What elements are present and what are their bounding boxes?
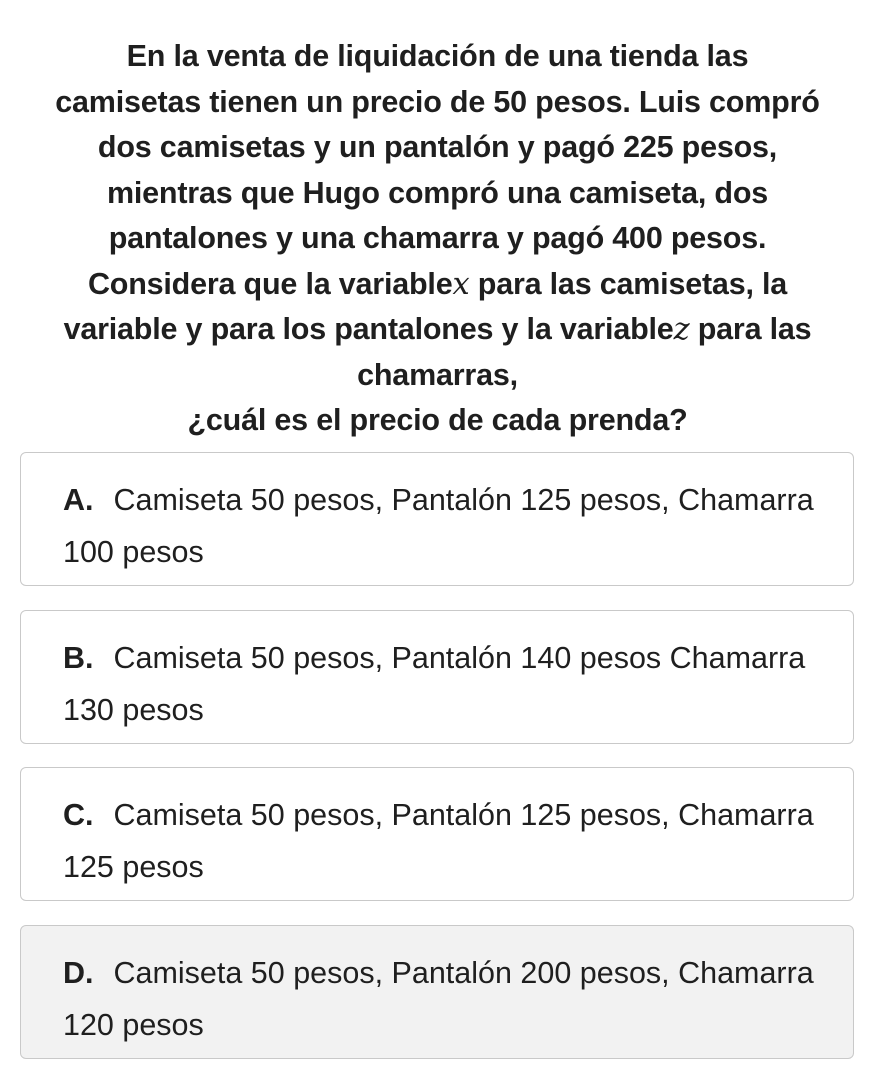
question-line: dos camisetas y un pantalón y pagó 225 pesos, [97, 130, 778, 164]
question-line: mientras que Hugo compró una camiseta, dos [106, 175, 769, 210]
question-fragment: para las camisetas, la [469, 266, 788, 301]
option-text: Camiseta 50 pesos, Pantalón 125 pesos, Chamarra 100 pesos [63, 483, 814, 569]
question-fragment: Considera que la variable [87, 266, 453, 301]
question-line: En la venta de liquidación de una tienda las [126, 39, 749, 73]
question-line: pantalones y una chamarra y pagó 400 pesos. [108, 221, 767, 255]
option-text: Camiseta 50 pesos, Pantalón 200 pesos, Chamarra 120 pesos [63, 956, 814, 1042]
option-letter: C. [63, 798, 94, 832]
question-line: ¿cuál es el precio de cada prenda? [187, 403, 688, 437]
question-text [12, 34, 863, 444]
option-a[interactable] [20, 452, 854, 586]
variable-x: x [452, 266, 470, 302]
option-d[interactable] [20, 925, 854, 1059]
question-line [12, 262, 863, 308]
option-letter: A. [63, 483, 94, 517]
question-fragment: variable y para los pantalones y la variable [63, 312, 674, 346]
option-letter: B. [63, 641, 94, 675]
option-text: Camiseta 50 pesos, Pantalón 140 pesos Chamarra 130 pesos [63, 641, 806, 727]
question-line [12, 307, 863, 353]
option-c[interactable] [20, 767, 854, 901]
question-line: chamarras, [357, 357, 518, 392]
variable-z: z [673, 312, 690, 347]
question-line: camisetas tienen un precio de 50 pesos. Luis compró [55, 84, 820, 119]
option-text: Camiseta 50 pesos, Pantalón 125 pesos, Chamarra 125 pesos [63, 798, 814, 884]
question-fragment: para las [689, 312, 812, 346]
option-letter: D. [63, 956, 94, 990]
option-b[interactable] [20, 610, 854, 744]
